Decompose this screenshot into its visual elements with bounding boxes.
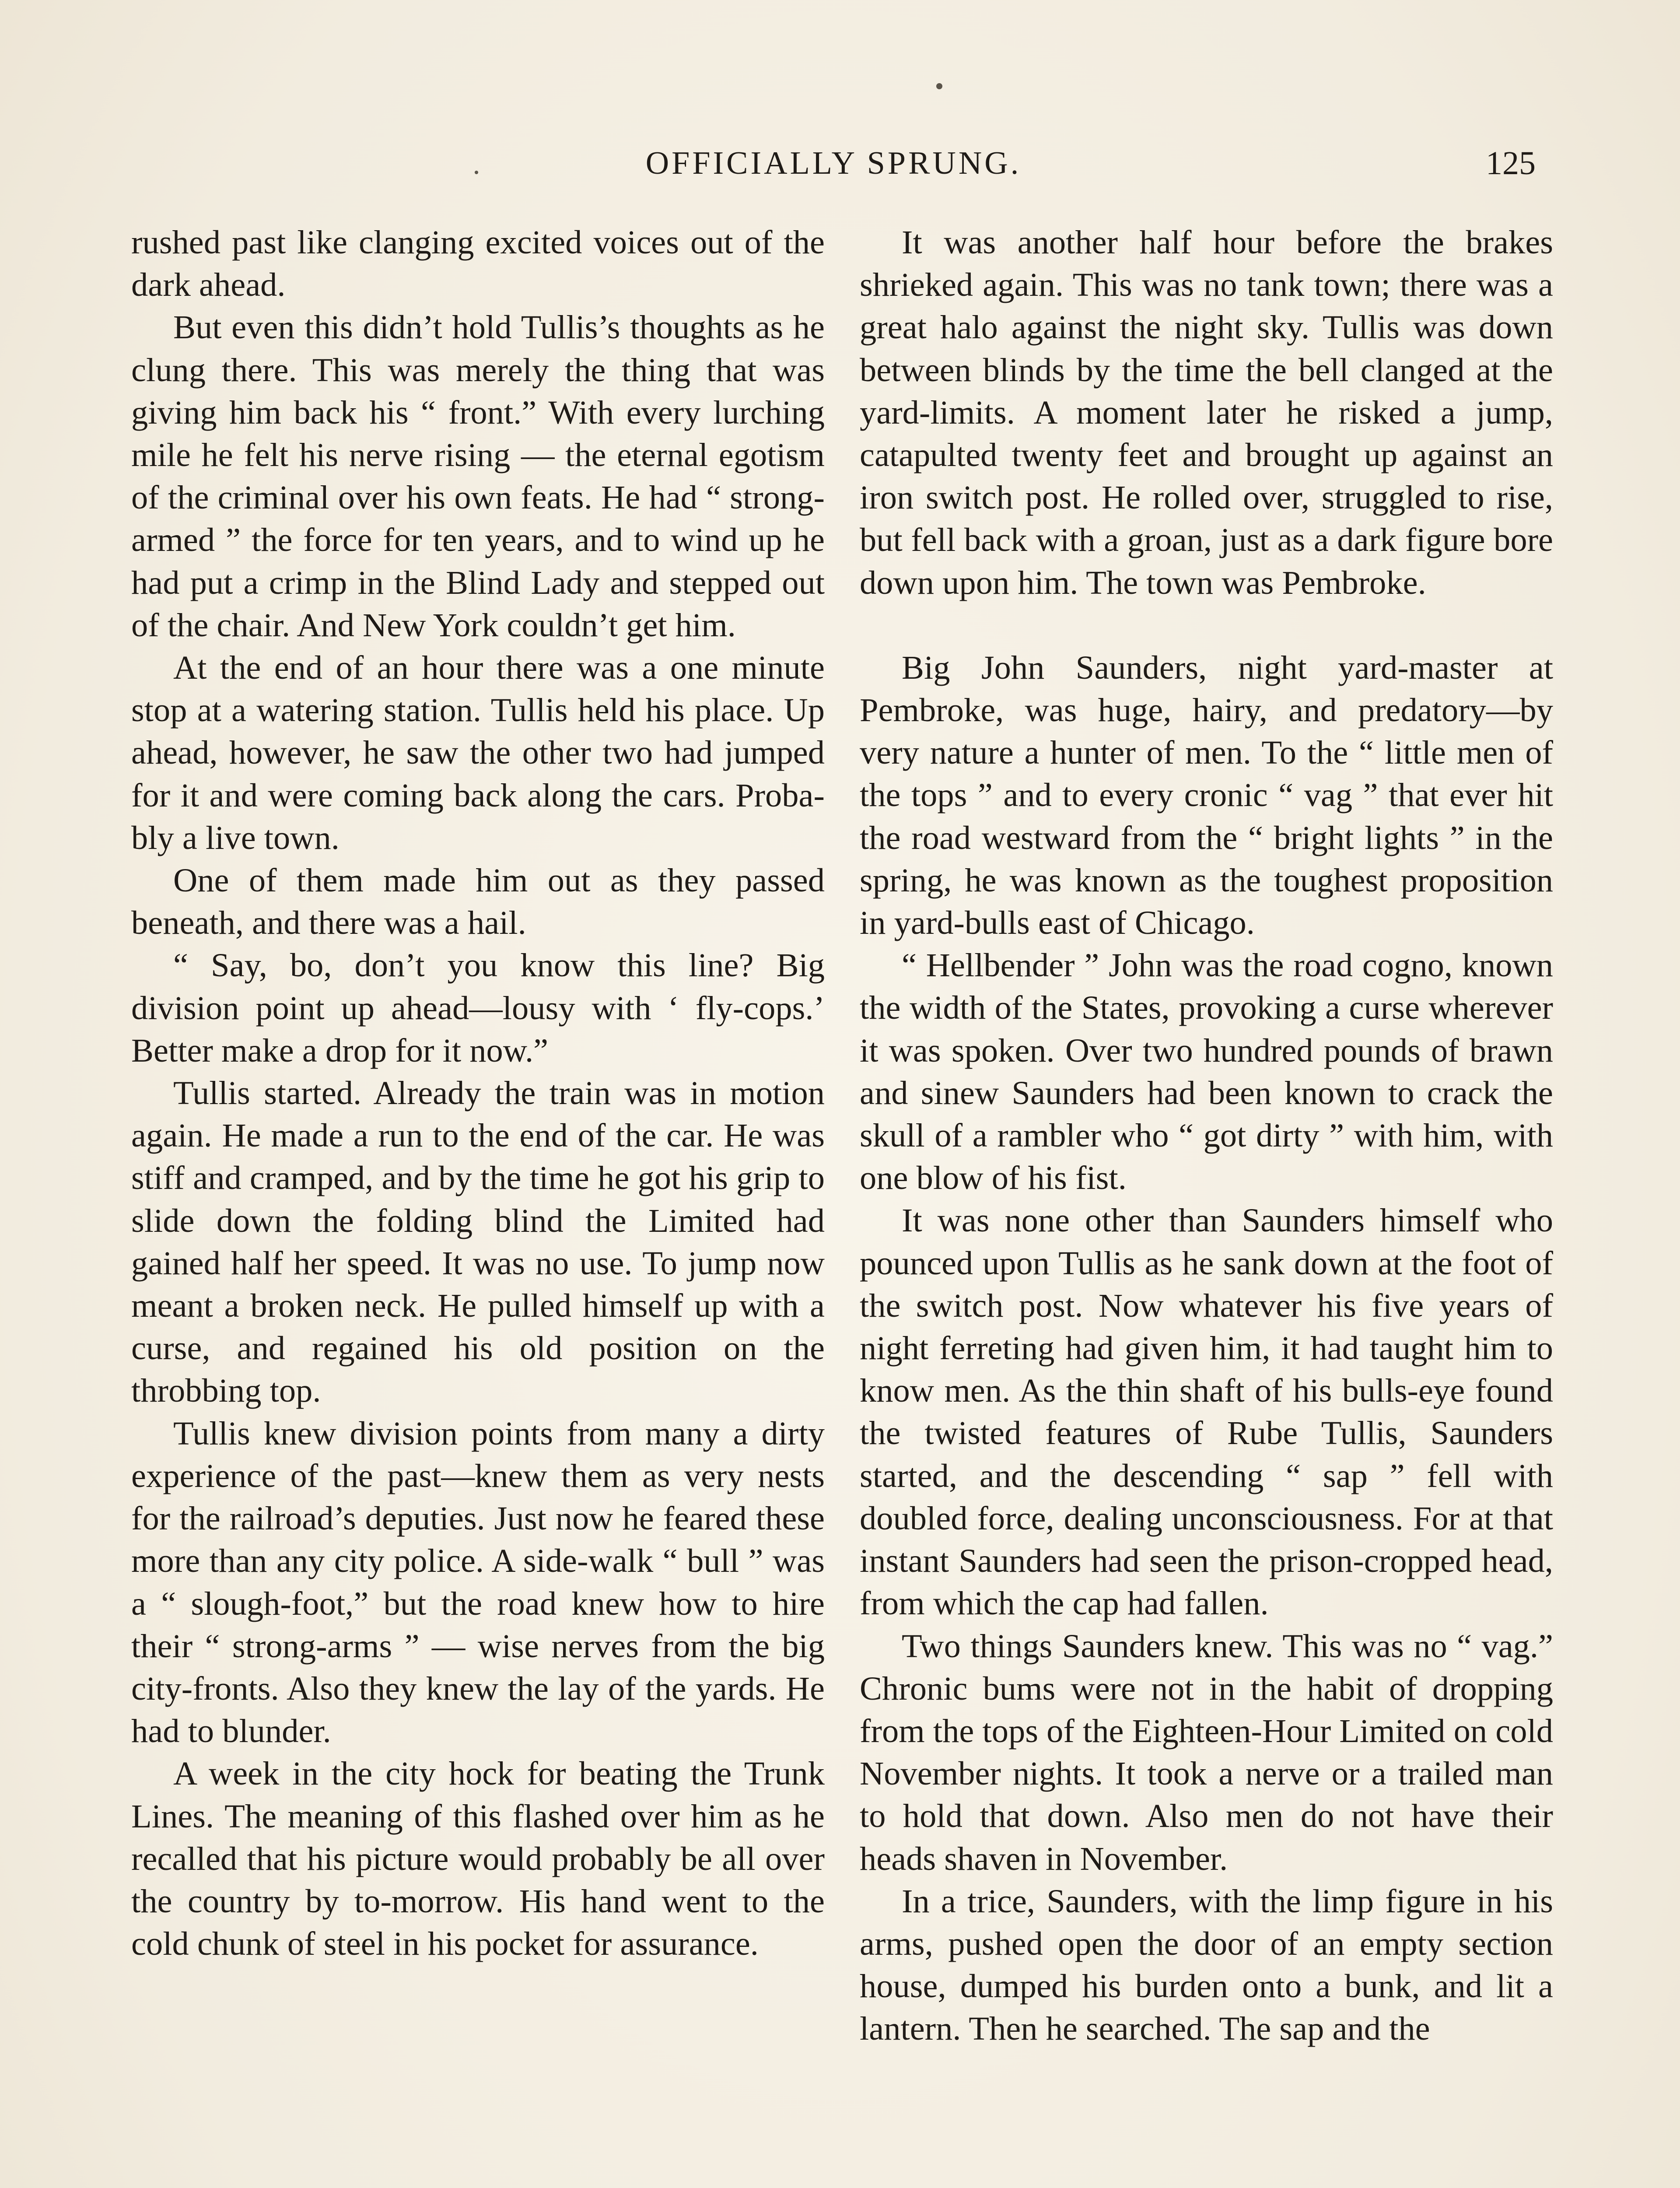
paragraph: In a trice, Saunders, with the limp figure in his arms, pushed open the door of an empty section house, dumped his burden onto a bunk, and lit a lantern. Then he searched. The sap and the xyxy=(860,1882,1553,2048)
running-head xyxy=(131,139,1536,187)
paragraph: One of them made him out as they passed beneath, and there was a hail. xyxy=(131,862,825,942)
left-column xyxy=(131,221,825,1965)
paragraph: Tullis started. Already the train was in motion again. He made a run to the end of the car. He was stiff and cramped, and by the time he got his grip to slide down the folding blind the Limited had gained half her speed. It was no use. To jump now meant a broken neck. He pulled himself up with a curse, and regained his old position on the throbbing top. xyxy=(131,1074,825,1410)
paragraph: rushed past like clanging excited voices out of the dark ahead. xyxy=(131,224,825,304)
paragraph: But even this didn’t hold Tullis’s thoughts as he clung there. This was merely the thing that was giving him back his “ front.” With every lurching mile he felt his nerve rising — the eternal egotism of the criminal over his own feats. He had “ strong-armed ” the force for ten years, and to wind up he had put a crimp in the Blind Lady and stepped out of the chair. And New York couldn’t get him. xyxy=(131,309,825,644)
paragraph: It was another half hour before the brakes shrieked again. This was no tank town; there was a great halo against the night sky. Tullis was down between blinds by the time the bell clanged at the yard-limits. A moment later he risked a jump, catapulted twenty feet and brought up against an iron switch post. He rolled over, struggled to rise, but fell back with a groan, just as a dark figure bore down upon him. The town was Pembroke. xyxy=(860,224,1553,601)
print-speck xyxy=(936,83,942,89)
paragraph: A week in the city hock for beating the Trunk Lines. The meaning of this flashed over him as he recalled that his picture would probably be all over the country by to-morrow. His hand went to the cold chunk of steel in his pocket for assurance. xyxy=(131,1755,825,1963)
paragraph: It was none other than Saunders himself who pounced upon Tullis as he sank down at the foot of the switch post. Now whatever his five years of night ferreting had given him, it had taught him to know men. As the thin shaft of his bulls-eye found the twisted features of Rube Tullis, Saunders started, and the descending “ sap ” fell with doubled force, dealing unconsciousness. For at that instant Saunders had seen the prison-cropped head, from which the cap had fallen. xyxy=(860,1202,1553,1622)
paragraph: Two things Saunders knew. This was no “ vag.” Chronic bums were not in the habit of dropping from the tops of the Eighteen-Hour Limited on cold November nights. It took a nerve or a trailed man to hold that down. Also men do not have their heads shaven in November. xyxy=(860,1627,1553,1877)
right-column xyxy=(860,221,1553,2050)
running-title: OFFICIALLY SPRUNG. xyxy=(645,145,1022,181)
paragraph: At the end of an hour there was a one minute stop at a watering station. Tullis held his place. Up ahead, however, he saw the other two had jumped for it and were coming back along the cars. Probably a live town. xyxy=(131,649,825,856)
paragraph: “ Hellbender ” John was the road cogno, known the width of the States, provoking a curse wherever it was spoken. Over two hundred pounds of brawn and sinew Saunders had been known to crack the skull of a rambler who “ got dirty ” with him, with one blow of his fist. xyxy=(860,947,1553,1197)
page-number: 125 xyxy=(1486,145,1536,182)
paragraph: Big John Saunders, night yard-master at Pembroke, was huge, hairy, and predatory—by very nature a hunter of men. To the “ little men of the tops ” and to every cronic “ vag ” that ever hit the road westward from the “ bright lights ” in the spring, he was known as the toughest proposition in yard-bulls east of Chicago. xyxy=(860,649,1553,942)
paragraph: Tullis knew division points from many a dirty experience of the past—knew them as very nests for the railroad’s deputies. Just now he feared these more than any city police. A side-walk “ bull ” was a “ slough-foot,” but the road knew how to hire their “ strong-arms ” — wise nerves from the big city-fronts. Also they knew the lay of the yards. He had to blunder. xyxy=(131,1414,825,1750)
print-speck xyxy=(475,171,478,174)
paragraph: “ Say, bo, don’t you know this line? Big division point up ahead—lousy with ‘ fly-cops.’ Better make a drop for it now.” xyxy=(131,947,825,1069)
